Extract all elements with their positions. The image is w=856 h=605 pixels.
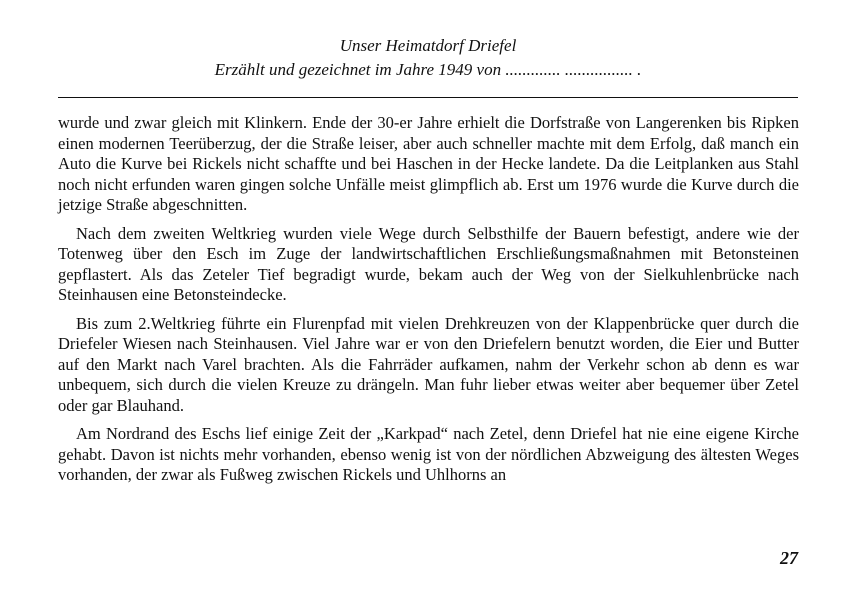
page-number: 27 <box>780 548 798 568</box>
paragraph: Nach dem zweiten Weltkrieg wurden viele Wege durch Selbsthilfe der Bauern befestigt, andere wie der Totenweg über den Esch im Zuge der landwirtschaftlichen Erschließungsmaßnahmen mit Betonsteinen gepflastert. Als das Zeteler Tief begradigt wurde, bekam auch der Weg von der Sielkuhlenbrücke nach Steinhausen eine Betonsteindecke. <box>58 223 799 304</box>
header-divider <box>58 97 798 98</box>
body-text <box>58 113 799 494</box>
paragraph: Am Nordrand des Eschs lief einige Zeit der „Karkpad“ nach Zetel, denn Driefel hat nie eine eigene Kirche gehabt. Davon ist nichts mehr vorhanden, ebenso wenig ist von der nördlichen Abzweigung des ältesten Weges vorhanden, der zwar als Fußweg zwischen Rickels und Uhlhorns an <box>58 424 799 484</box>
running-header <box>58 34 798 82</box>
header-title: Unser Heimatdorf Driefel <box>339 36 517 55</box>
paragraph: Bis zum 2.Weltkrieg führte ein Flurenpfad mit vielen Drehkreuzen von der Klappenbrücke quer durch die Driefeler Wiesen nach Steinhausen. Viel Jahre war er von den Driefelern benutzt worden, die Eier und Butter auf den Markt nach Varel brachten. Als die Fahrräder aufkamen, nahm der Verkehr schon ab denn es war unbequem, sich durch die vielen Kreuze zu drängeln. Man fuhr lieber etwas weiter aber bequemer über Zetel oder gar Blauhand. <box>58 313 799 415</box>
header-subtitle: Erzählt und gezeichnet im Jahre 1949 von ............. ................ . <box>214 60 642 79</box>
paragraph: wurde und zwar gleich mit Klinkern. Ende der 30-er Jahre erhielt die Dorfstraße von Langerenken bis Ripken einen modernen Teerüberzug, der die Straße leiser, aber auch schneller machte mit dem Erfolg, daß manch ein Auto die Kurve bei Rickels nicht schaffte und bei Haschen in der Hecke landete. Da die Leitplanken aus Stahl noch nicht erfunden waren gingen solche Unfälle meist glimpflich ab. Erst um 1976 wurde die Kurve durch die jetzige Straße abgeschnitten. <box>58 113 799 214</box>
